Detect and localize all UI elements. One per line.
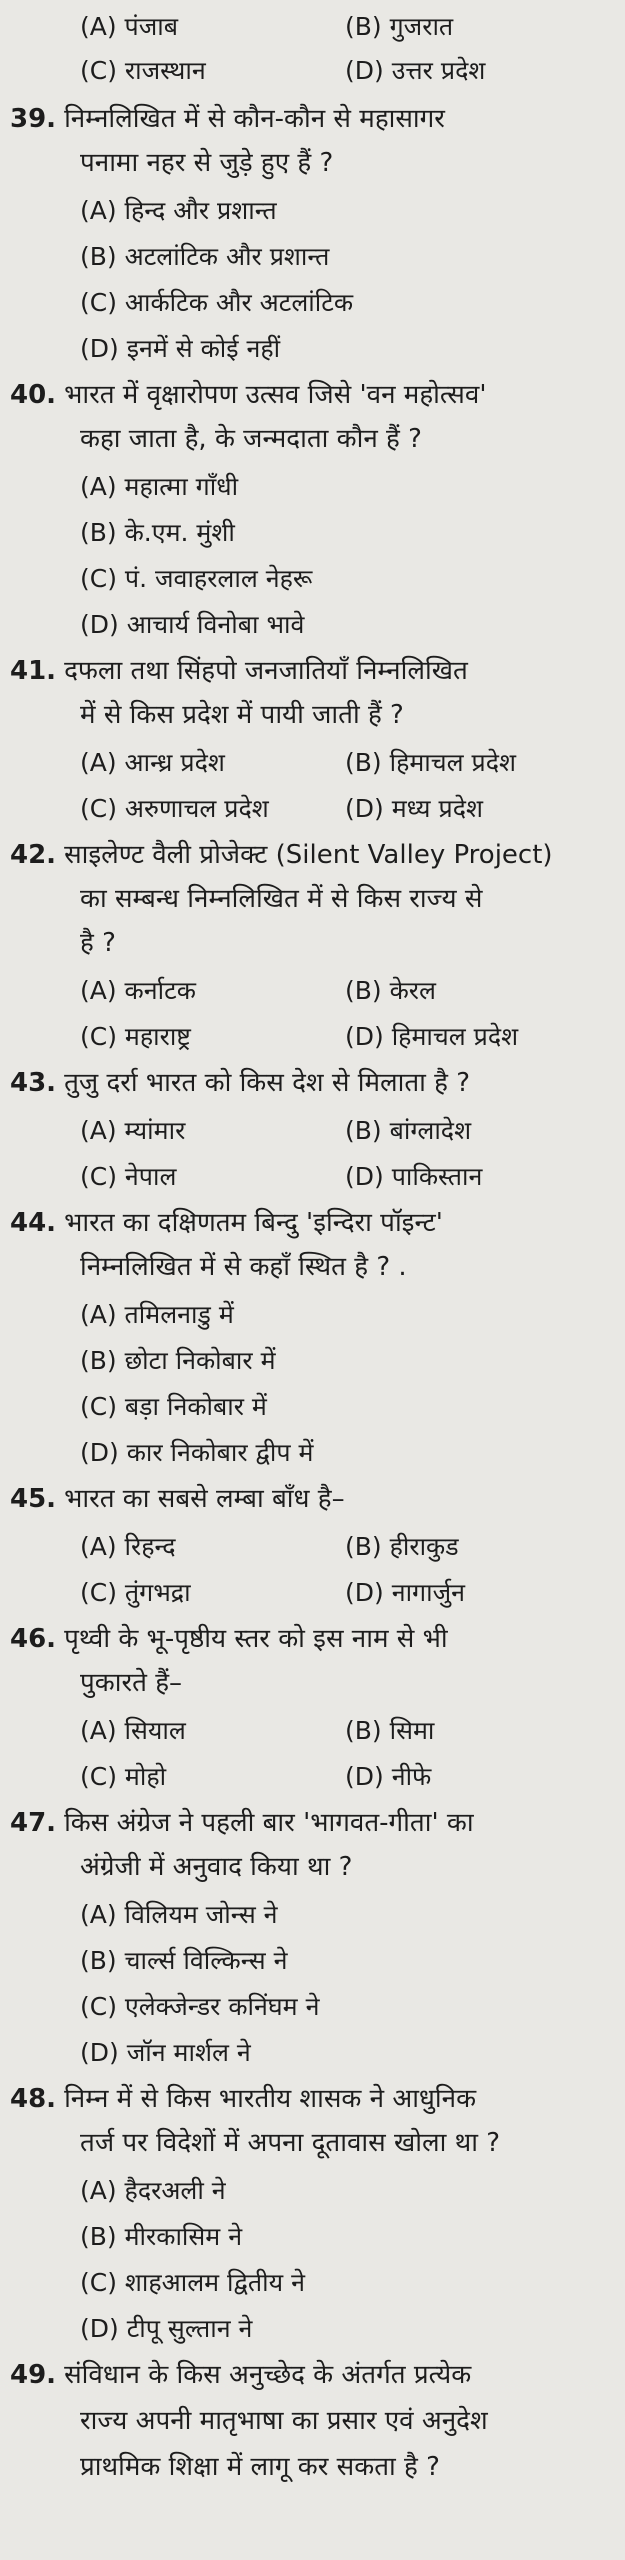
q40-line-1	[10, 378, 487, 412]
q43-option-c: (C) नेपाल	[80, 1162, 177, 1191]
q41-option-c: (C) अरुणाचल प्रदेश	[80, 794, 269, 823]
q44-option-b: (B) छोटा निकोबार में	[80, 1346, 276, 1375]
q44-line-2: निम्नलिखित में से कहाँ स्थित है ? .	[80, 1252, 407, 1282]
q42-text: साइलेण्ट वैली प्रोजेक्ट (Silent Valley Project)	[64, 840, 553, 870]
q44-text: भारत का दक्षिणतम बिन्दु 'इन्दिरा पॉइन्ट'	[64, 1208, 443, 1238]
q40-option-c: (C) पं. जवाहरलाल नेहरू	[80, 564, 313, 593]
q45-option-c: (C) तुंगभद्रा	[80, 1578, 191, 1607]
q43-option-b: (B) बांग्लादेश	[345, 1116, 472, 1145]
q39-line-1	[10, 102, 445, 136]
q42-option-b: (B) केरल	[345, 976, 436, 1005]
q43-option-d: (D) पाकिस्तान	[345, 1162, 483, 1191]
q39-option-a: (A) हिन्द और प्रशान्त	[80, 196, 277, 225]
q46-option-d: (D) नीफे	[345, 1762, 432, 1791]
q48-line-2: तर्ज पर विदेशों में अपना दूतावास खोला था ?	[80, 2128, 501, 2158]
q48-option-a: (A) हैदरअली ने	[80, 2176, 226, 2205]
q43-number: 43.	[10, 1068, 57, 1098]
q40-text: भारत में वृक्षारोपण उत्सव जिसे 'वन महोत्सव'	[64, 380, 487, 410]
q45-line-1	[10, 1482, 345, 1516]
q47-option-d: (D) जॉन मार्शल ने	[80, 2038, 251, 2067]
q45-option-a: (A) रिहन्द	[80, 1532, 176, 1561]
q47-number: 47.	[10, 1808, 57, 1838]
q40-option-a: (A) महात्मा गाँधी	[80, 472, 239, 501]
q47-text: किस अंग्रेज ने पहली बार 'भागवत-गीता' का	[64, 1808, 474, 1838]
q44-option-c: (C) बड़ा निकोबार में	[80, 1392, 267, 1421]
q39-option-d: (D) इनमें से कोई नहीं	[80, 334, 281, 363]
q40-number: 40.	[10, 380, 57, 410]
q46-text: पृथ्वी के भू-पृष्ठीय स्तर को इस नाम से भी	[64, 1624, 448, 1654]
q38-option-a: (A) पंजाब	[80, 12, 179, 41]
q48-text: निम्न में से किस भारतीय शासक ने आधुनिक	[64, 2084, 477, 2114]
q42-number: 42.	[10, 840, 57, 870]
q41-line-1	[10, 654, 468, 688]
q38-option-b: (B) गुजरात	[345, 12, 454, 41]
q47-option-a: (A) विलियम जोन्स ने	[80, 1900, 278, 1929]
q42-line-2: का सम्बन्ध निम्नलिखित में से किस राज्य से	[80, 884, 483, 914]
q40-option-d: (D) आचार्य विनोबा भावे	[80, 610, 305, 639]
q38-option-c: (C) राजस्थान	[80, 56, 206, 85]
q46-line-1	[10, 1622, 448, 1656]
q47-option-b: (B) चार्ल्स विल्किन्स ने	[80, 1946, 288, 1975]
q46-option-b: (B) सिमा	[345, 1716, 435, 1745]
q42-line-1	[10, 838, 553, 872]
q46-option-c: (C) मोहो	[80, 1762, 167, 1791]
q42-line-3: है ?	[80, 928, 116, 958]
q39-option-c: (C) आर्कटिक और अटलांटिक	[80, 288, 354, 317]
q46-option-a: (A) सियाल	[80, 1716, 186, 1745]
q38-option-d: (D) उत्तर प्रदेश	[345, 56, 486, 85]
q44-option-d: (D) कार निकोबार द्वीप में	[80, 1438, 314, 1467]
q49-line-2: राज्य अपनी मातृभाषा का प्रसार एवं अनुदेश	[80, 2406, 488, 2436]
q44-number: 44.	[10, 1208, 57, 1238]
q41-line-2: में से किस प्रदेश में पायी जाती हैं ?	[80, 700, 404, 730]
q41-option-d: (D) मध्य प्रदेश	[345, 794, 484, 823]
q45-number: 45.	[10, 1484, 57, 1514]
q41-option-a: (A) आन्ध्र प्रदेश	[80, 748, 225, 777]
q42-option-d: (D) हिमाचल प्रदेश	[345, 1022, 519, 1051]
q41-text: दफला तथा सिंहपो जनजातियाँ निम्नलिखित	[64, 656, 468, 686]
q48-option-b: (B) मीरकासिम ने	[80, 2222, 243, 2251]
q49-number: 49.	[10, 2360, 57, 2390]
q46-number: 46.	[10, 1624, 57, 1654]
q45-text: भारत का सबसे लम्बा बाँध है–	[64, 1484, 345, 1514]
q43-line-1	[10, 1066, 470, 1100]
q43-option-a: (A) म्यांमार	[80, 1116, 186, 1145]
q39-text: निम्नलिखित में से कौन-कौन से महासागर	[64, 104, 445, 134]
q47-option-c: (C) एलेक्जेन्डर कनिंघम ने	[80, 1992, 320, 2021]
q42-option-a: (A) कर्नाटक	[80, 976, 196, 1005]
q40-option-b: (B) के.एम. मुंशी	[80, 518, 235, 547]
q43-text: तुजु दर्रा भारत को किस देश से मिलाता है ?	[64, 1068, 471, 1098]
q47-line-1	[10, 1806, 474, 1840]
q44-line-1	[10, 1206, 443, 1240]
q41-number: 41.	[10, 656, 57, 686]
q47-line-2: अंग्रेजी में अनुवाद किया था ?	[80, 1852, 353, 1882]
q49-line-3: प्राथमिक शिक्षा में लागू कर सकता है ?	[80, 2452, 440, 2482]
q45-option-b: (B) हीराकुड	[345, 1532, 459, 1561]
q39-option-b: (B) अटलांटिक और प्रशान्त	[80, 242, 330, 271]
q45-option-d: (D) नागार्जुन	[345, 1578, 466, 1607]
q41-option-b: (B) हिमाचल प्रदेश	[345, 748, 517, 777]
q40-line-2: कहा जाता है, के जन्मदाता कौन हैं ?	[80, 424, 422, 454]
q39-line-2: पनामा नहर से जुड़े हुए हैं ?	[80, 148, 334, 178]
q39-number: 39.	[10, 104, 57, 134]
q48-option-c: (C) शाहआलम द्वितीय ने	[80, 2268, 305, 2297]
q49-line-1	[10, 2358, 471, 2392]
q46-line-2: पुकारते हैं–	[80, 1668, 182, 1698]
q42-option-c: (C) महाराष्ट्र	[80, 1022, 191, 1051]
q48-option-d: (D) टीपू सुल्तान ने	[80, 2314, 253, 2343]
q48-number: 48.	[10, 2084, 57, 2114]
q49-text: संविधान के किस अनुच्छेद के अंतर्गत प्रत्येक	[64, 2360, 472, 2390]
q44-option-a: (A) तमिलनाडु में	[80, 1300, 234, 1329]
q48-line-1	[10, 2082, 476, 2116]
